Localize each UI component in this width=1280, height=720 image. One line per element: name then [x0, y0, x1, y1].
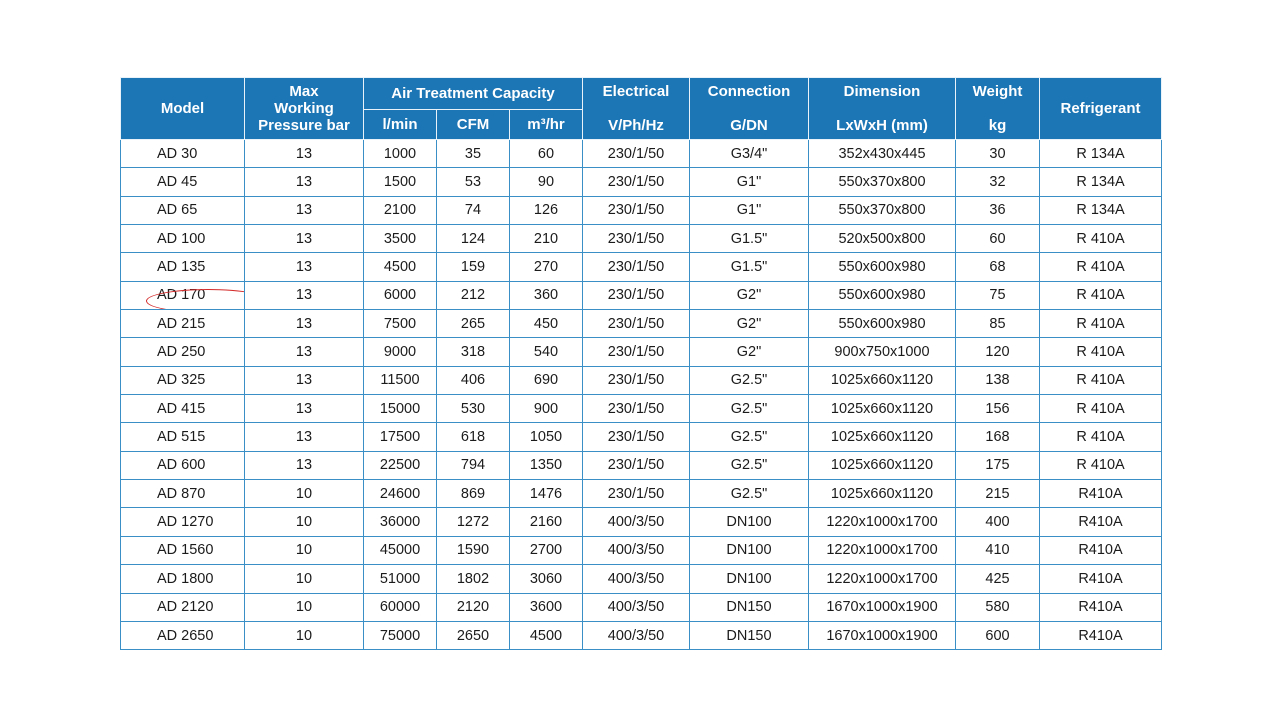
cell-model [121, 565, 245, 593]
model-cell-wrap [157, 344, 205, 360]
header-connection-sub: G/DN [730, 117, 768, 134]
cell-dimension: 1220x1000x1700 [809, 508, 956, 536]
cell-cfm: 265 [437, 310, 510, 338]
cell-cfm: 124 [437, 225, 510, 253]
cell-connection: G2.5" [690, 366, 809, 394]
cell-pressure: 13 [245, 253, 364, 281]
cell-connection: G1.5" [690, 253, 809, 281]
cell-cfm: 53 [437, 168, 510, 196]
model-cell-wrap [157, 628, 213, 644]
model-cell-wrap [157, 259, 205, 275]
cell-model [121, 395, 245, 423]
cell-connection: G2" [690, 281, 809, 309]
cell-lmin: 36000 [364, 508, 437, 536]
header-weight-title: Weight [972, 83, 1023, 100]
cell-pressure: 13 [245, 196, 364, 224]
model-label: AD 65 [157, 202, 198, 219]
model-label: AD 415 [157, 400, 206, 417]
model-label: AD 870 [157, 485, 206, 502]
cell-pressure: 13 [245, 225, 364, 253]
cell-m3hr: 60 [510, 140, 583, 168]
cell-m3hr: 1350 [510, 451, 583, 479]
model-label: AD 250 [157, 344, 206, 361]
model-label: AD 600 [157, 457, 206, 474]
table-row [121, 196, 1162, 224]
cell-dimension: 550x600x980 [809, 281, 956, 309]
cell-cfm: 159 [437, 253, 510, 281]
table-row [121, 593, 1162, 621]
model-cell-wrap [157, 542, 213, 558]
cell-connection: G2.5" [690, 451, 809, 479]
header-weight-sub: kg [988, 117, 1007, 134]
header-m3hr: m³/hr [510, 110, 583, 140]
cell-dimension: 1025x660x1120 [809, 423, 956, 451]
cell-pressure: 13 [245, 310, 364, 338]
model-label: AD 1800 [157, 570, 214, 587]
cell-weight: 580 [956, 593, 1040, 621]
cell-pressure: 13 [245, 338, 364, 366]
cell-refrigerant: R410A [1040, 565, 1162, 593]
cell-connection: G1.5" [690, 225, 809, 253]
table-row [121, 508, 1162, 536]
model-label: AD 45 [157, 174, 198, 191]
cell-connection: G2" [690, 338, 809, 366]
cell-weight: 75 [956, 281, 1040, 309]
cell-model [121, 140, 245, 168]
cell-weight: 138 [956, 366, 1040, 394]
cell-weight: 215 [956, 480, 1040, 508]
cell-m3hr: 210 [510, 225, 583, 253]
cell-electrical: 230/1/50 [583, 366, 690, 394]
cell-cfm: 212 [437, 281, 510, 309]
table-row [121, 338, 1162, 366]
cell-pressure: 10 [245, 508, 364, 536]
cell-electrical: 230/1/50 [583, 480, 690, 508]
cell-electrical: 400/3/50 [583, 508, 690, 536]
cell-model [121, 480, 245, 508]
cell-refrigerant: R410A [1040, 536, 1162, 564]
cell-pressure: 13 [245, 140, 364, 168]
model-label: AD 2120 [157, 599, 214, 616]
cell-refrigerant: R 410A [1040, 451, 1162, 479]
cell-cfm: 794 [437, 451, 510, 479]
cell-dimension: 520x500x800 [809, 225, 956, 253]
cell-model [121, 281, 245, 309]
cell-refrigerant: R410A [1040, 480, 1162, 508]
header-model: Model [121, 78, 245, 140]
header-electrical-sub: V/Ph/Hz [608, 117, 664, 134]
cell-dimension: 1025x660x1120 [809, 395, 956, 423]
cell-refrigerant: R410A [1040, 621, 1162, 649]
cell-m3hr: 360 [510, 281, 583, 309]
model-cell-wrap [157, 401, 205, 417]
cell-model [121, 621, 245, 649]
header-pressure-line1: Max [289, 83, 319, 100]
cell-pressure: 13 [245, 168, 364, 196]
header-cfm: CFM [437, 110, 510, 140]
cell-connection: DN100 [690, 565, 809, 593]
model-cell-wrap [157, 486, 205, 502]
cell-electrical: 230/1/50 [583, 310, 690, 338]
cell-electrical: 230/1/50 [583, 253, 690, 281]
cell-refrigerant: R 410A [1040, 253, 1162, 281]
cell-weight: 410 [956, 536, 1040, 564]
model-label: AD 325 [157, 372, 206, 389]
model-label: AD 30 [157, 145, 198, 162]
cell-m3hr: 2160 [510, 508, 583, 536]
cell-lmin: 11500 [364, 366, 437, 394]
cell-electrical: 400/3/50 [583, 536, 690, 564]
cell-cfm: 2650 [437, 621, 510, 649]
header-pressure-line2: Working [274, 100, 334, 117]
cell-model [121, 536, 245, 564]
cell-dimension: 1025x660x1120 [809, 366, 956, 394]
table-row [121, 225, 1162, 253]
cell-model [121, 451, 245, 479]
cell-model [121, 168, 245, 196]
cell-model [121, 225, 245, 253]
table-row [121, 536, 1162, 564]
cell-refrigerant: R 410A [1040, 281, 1162, 309]
cell-model [121, 366, 245, 394]
cell-pressure: 10 [245, 536, 364, 564]
model-cell-wrap [157, 316, 205, 332]
cell-refrigerant: R 410A [1040, 366, 1162, 394]
header-lmin: l/min [364, 110, 437, 140]
cell-model [121, 423, 245, 451]
model-label: AD 1270 [157, 514, 214, 531]
model-label: AD 215 [157, 315, 206, 332]
cell-model [121, 196, 245, 224]
cell-electrical: 230/1/50 [583, 281, 690, 309]
table-row [121, 140, 1162, 168]
cell-cfm: 318 [437, 338, 510, 366]
cell-dimension: 1025x660x1120 [809, 451, 956, 479]
cell-cfm: 35 [437, 140, 510, 168]
cell-cfm: 2120 [437, 593, 510, 621]
header-refrigerant: Refrigerant [1040, 78, 1162, 140]
model-cell-wrap [157, 457, 205, 473]
cell-dimension: 550x370x800 [809, 196, 956, 224]
cell-pressure: 13 [245, 366, 364, 394]
cell-m3hr: 90 [510, 168, 583, 196]
cell-m3hr: 690 [510, 366, 583, 394]
cell-refrigerant: R 134A [1040, 140, 1162, 168]
header-pressure [245, 78, 364, 140]
model-cell-wrap [157, 514, 213, 530]
cell-electrical: 400/3/50 [583, 621, 690, 649]
table-row [121, 565, 1162, 593]
cell-m3hr: 4500 [510, 621, 583, 649]
header-dimension-sub: LxWxH (mm) [836, 117, 928, 134]
header-dimension-title: Dimension [843, 83, 921, 100]
header-dimension [809, 78, 956, 140]
spec-table [120, 77, 1162, 650]
cell-dimension: 352x430x445 [809, 140, 956, 168]
cell-electrical: 230/1/50 [583, 423, 690, 451]
cell-lmin: 7500 [364, 310, 437, 338]
table-row [121, 168, 1162, 196]
header-weight [956, 78, 1040, 140]
cell-lmin: 6000 [364, 281, 437, 309]
cell-lmin: 2100 [364, 196, 437, 224]
cell-pressure: 10 [245, 621, 364, 649]
cell-dimension: 1025x660x1120 [809, 480, 956, 508]
cell-connection: DN100 [690, 536, 809, 564]
header-electrical [583, 78, 690, 140]
cell-connection: G2" [690, 310, 809, 338]
cell-weight: 32 [956, 168, 1040, 196]
cell-pressure: 13 [245, 423, 364, 451]
model-cell-wrap [157, 146, 197, 162]
cell-connection: G2.5" [690, 423, 809, 451]
table-row [121, 451, 1162, 479]
cell-weight: 425 [956, 565, 1040, 593]
cell-model [121, 338, 245, 366]
cell-m3hr: 3060 [510, 565, 583, 593]
cell-connection: DN100 [690, 508, 809, 536]
cell-cfm: 530 [437, 395, 510, 423]
table-row [121, 281, 1162, 309]
cell-refrigerant: R 410A [1040, 423, 1162, 451]
model-label: AD 100 [157, 230, 206, 247]
cell-model [121, 508, 245, 536]
cell-refrigerant: R 410A [1040, 338, 1162, 366]
table-body [121, 140, 1162, 650]
cell-dimension: 900x750x1000 [809, 338, 956, 366]
model-label: AD 1560 [157, 542, 214, 559]
cell-dimension: 550x370x800 [809, 168, 956, 196]
cell-lmin: 17500 [364, 423, 437, 451]
cell-refrigerant: R410A [1040, 593, 1162, 621]
cell-dimension: 550x600x980 [809, 310, 956, 338]
cell-connection: G1" [690, 168, 809, 196]
cell-weight: 30 [956, 140, 1040, 168]
cell-model [121, 310, 245, 338]
cell-electrical: 230/1/50 [583, 451, 690, 479]
cell-connection: G3/4" [690, 140, 809, 168]
cell-electrical: 230/1/50 [583, 168, 690, 196]
cell-electrical: 400/3/50 [583, 565, 690, 593]
cell-pressure: 13 [245, 281, 364, 309]
header-pressure-line3: Pressure bar [258, 117, 350, 134]
cell-lmin: 1500 [364, 168, 437, 196]
cell-electrical: 230/1/50 [583, 196, 690, 224]
cell-lmin: 1000 [364, 140, 437, 168]
cell-connection: G2.5" [690, 395, 809, 423]
cell-m3hr: 2700 [510, 536, 583, 564]
table-row [121, 423, 1162, 451]
cell-connection: DN150 [690, 621, 809, 649]
cell-lmin: 24600 [364, 480, 437, 508]
cell-m3hr: 1050 [510, 423, 583, 451]
cell-connection: DN150 [690, 593, 809, 621]
cell-dimension: 1670x1000x1900 [809, 593, 956, 621]
cell-cfm: 869 [437, 480, 510, 508]
cell-m3hr: 3600 [510, 593, 583, 621]
model-cell-wrap [157, 202, 197, 218]
cell-electrical: 230/1/50 [583, 395, 690, 423]
cell-refrigerant: R 134A [1040, 168, 1162, 196]
cell-connection: G1" [690, 196, 809, 224]
cell-weight: 175 [956, 451, 1040, 479]
header-connection-title: Connection [707, 83, 791, 100]
cell-refrigerant: R 410A [1040, 310, 1162, 338]
cell-m3hr: 540 [510, 338, 583, 366]
header-air-capacity: Air Treatment Capacity [364, 78, 583, 110]
cell-refrigerant: R 410A [1040, 395, 1162, 423]
cell-weight: 68 [956, 253, 1040, 281]
table-row [121, 621, 1162, 649]
cell-model [121, 253, 245, 281]
cell-weight: 85 [956, 310, 1040, 338]
cell-weight: 168 [956, 423, 1040, 451]
model-label: AD 515 [157, 429, 206, 446]
table-row [121, 366, 1162, 394]
model-label: AD 135 [157, 259, 206, 276]
model-label: AD 170 [157, 287, 206, 304]
cell-refrigerant: R 410A [1040, 225, 1162, 253]
cell-electrical: 230/1/50 [583, 225, 690, 253]
header-electrical-title: Electrical [602, 83, 670, 100]
model-cell-wrap [157, 231, 205, 247]
cell-weight: 36 [956, 196, 1040, 224]
cell-cfm: 1590 [437, 536, 510, 564]
table-row [121, 395, 1162, 423]
cell-m3hr: 900 [510, 395, 583, 423]
cell-refrigerant: R 134A [1040, 196, 1162, 224]
cell-lmin: 51000 [364, 565, 437, 593]
cell-m3hr: 450 [510, 310, 583, 338]
cell-lmin: 3500 [364, 225, 437, 253]
cell-weight: 600 [956, 621, 1040, 649]
cell-cfm: 1272 [437, 508, 510, 536]
cell-electrical: 230/1/50 [583, 140, 690, 168]
model-cell-wrap [157, 599, 213, 615]
header-connection [690, 78, 809, 140]
cell-dimension: 1670x1000x1900 [809, 621, 956, 649]
model-label: AD 2650 [157, 627, 214, 644]
cell-model [121, 593, 245, 621]
table-row [121, 310, 1162, 338]
cell-cfm: 618 [437, 423, 510, 451]
cell-lmin: 9000 [364, 338, 437, 366]
cell-m3hr: 126 [510, 196, 583, 224]
table-header [121, 78, 1162, 140]
model-cell-wrap [157, 571, 213, 587]
model-cell-wrap [157, 174, 197, 190]
model-cell-wrap [157, 287, 205, 303]
cell-lmin: 45000 [364, 536, 437, 564]
cell-pressure: 13 [245, 451, 364, 479]
cell-weight: 60 [956, 225, 1040, 253]
cell-cfm: 74 [437, 196, 510, 224]
model-cell-wrap [157, 429, 205, 445]
cell-lmin: 4500 [364, 253, 437, 281]
model-cell-wrap [157, 372, 205, 388]
cell-pressure: 13 [245, 395, 364, 423]
table-row [121, 253, 1162, 281]
cell-lmin: 15000 [364, 395, 437, 423]
cell-m3hr: 1476 [510, 480, 583, 508]
cell-weight: 156 [956, 395, 1040, 423]
cell-lmin: 75000 [364, 621, 437, 649]
cell-dimension: 1220x1000x1700 [809, 565, 956, 593]
cell-refrigerant: R410A [1040, 508, 1162, 536]
cell-weight: 400 [956, 508, 1040, 536]
cell-cfm: 406 [437, 366, 510, 394]
cell-dimension: 1220x1000x1700 [809, 536, 956, 564]
cell-connection: G2.5" [690, 480, 809, 508]
cell-electrical: 230/1/50 [583, 338, 690, 366]
cell-dimension: 550x600x980 [809, 253, 956, 281]
cell-lmin: 60000 [364, 593, 437, 621]
cell-cfm: 1802 [437, 565, 510, 593]
cell-pressure: 10 [245, 480, 364, 508]
cell-electrical: 400/3/50 [583, 593, 690, 621]
cell-lmin: 22500 [364, 451, 437, 479]
cell-weight: 120 [956, 338, 1040, 366]
table-row [121, 480, 1162, 508]
cell-pressure: 10 [245, 593, 364, 621]
cell-pressure: 10 [245, 565, 364, 593]
cell-m3hr: 270 [510, 253, 583, 281]
